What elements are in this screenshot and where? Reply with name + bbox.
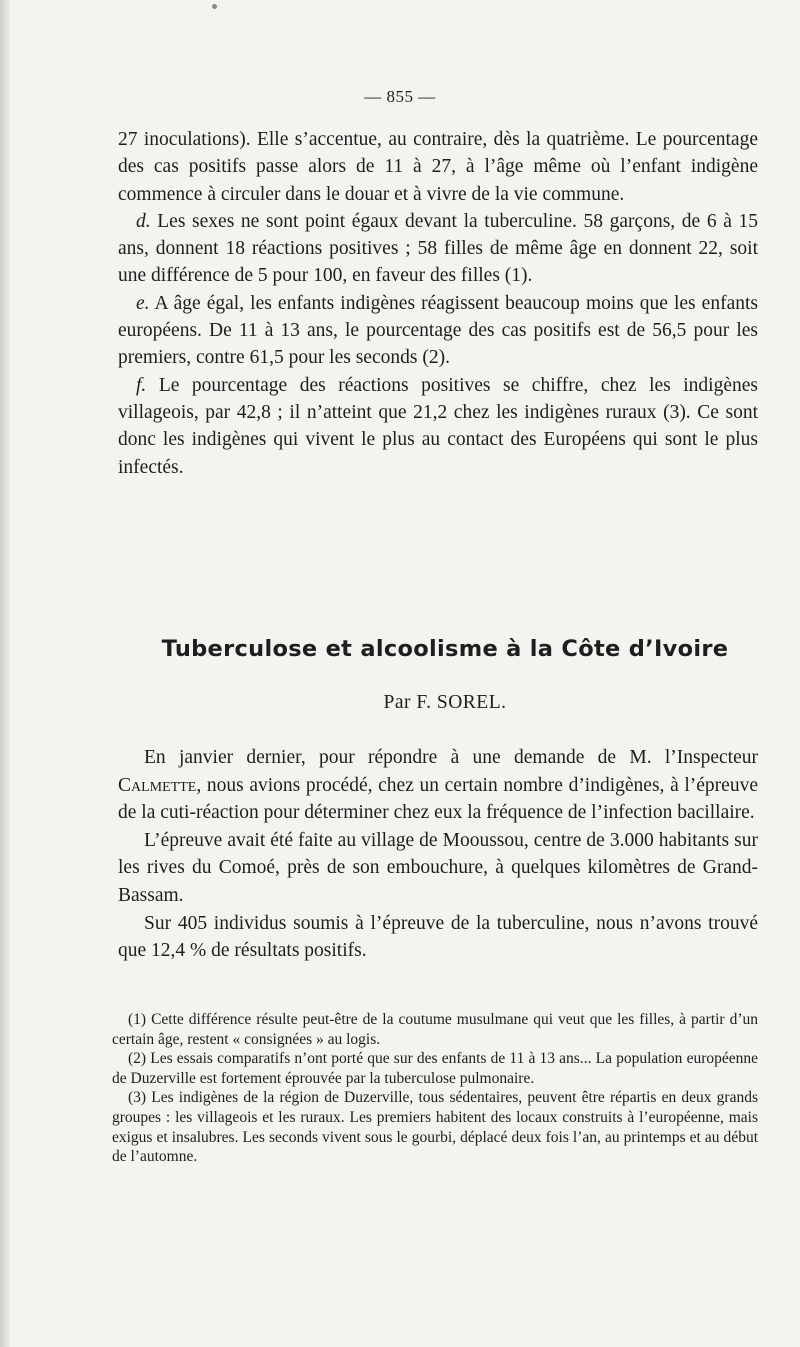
paragraph-text: A âge égal, les enfants indigènes réagissent beaucoup moins que les enfants européens. De 11 à 13 ans, le pourcentage des cas positifs est de 56,5 pour les premiers, contre 61,5 pour les seconds (2). [118,292,758,369]
author-reference: Calmette [118,774,197,796]
footnote-1: (1) Cette différence résulte peut-être de la coutume musulmane qui veut que les filles, à partir d’un certain âge, restent « consignées » au logis. [112,1011,758,1048]
footnote-2: (2) Les essais comparatifs n’ont porté que sur des enfants de 11 à 13 ans... La population européenne de Duzerville est fortement éprouvée par la tuberculose pulmonaire. [112,1050,758,1087]
ink-speck [212,4,217,9]
paragraph-continuation [118,126,758,208]
paragraph-label: f. [136,374,147,396]
page-edge-shadow [0,0,10,1347]
article-paragraph-1 [118,744,758,827]
paragraph-text: Les sexes ne sont point égaux devant la tuberculine. 58 garçons, de 6 à 15 ans, donnent 18 réactions positives ; 58 filles de même âge en donnent 22, soit une différence de 5 pour 100, en faveur des filles (1). [118,210,758,287]
footnotes [112,1010,758,1167]
paragraph-text: , nous avions procédé, chez un certain nombre d’indigènes, à l’épreuve de la cuti-réaction pour déterminer chez eux la fréquence de l’infection bacillaire. [118,774,758,824]
paragraph-text: En janvier dernier, pour répondre à une demande de M. l’Inspecteur [144,747,758,768]
paragraph-text: Le pourcentage des réactions positives se chiffre, chez les indigènes villageois, par 42,8 ; il n’atteint que 21,2 chez les indigènes ruraux (3). Ce sont donc les indigènes qui vivent le plus au contact des Européens qui sont le plus infectés. [118,374,758,478]
paragraph-f [118,372,758,481]
article-paragraph-3: Sur 405 individus soumis à l’épreuve de la tuberculine, nous n’avons trouvé que 12,4 % de résultats positifs. [118,912,758,962]
paragraph-label: e. [136,292,150,314]
paragraph-text: 27 inoculations). Elle s’accentue, au contraire, dès la quatrième. Le pourcentage des cas positifs passe alors de 11 à 27, à l’âge même où l’enfant indigène commence à circuler dans le douar et à vivre de la vie commune. [118,129,758,205]
footnote-3: (3) Les indigènes de la région de Duzerville, tous sédentaires, peuvent être répartis en deux grands groupes : les villageois et les ruraux. Les premiers habitent des locaux construits à l’européenne, mais exigus et insalubres. Les seconds vivent sous le gourbi, déplacé deux fois l’an, au printemps et au début de l’automne. [112,1089,758,1166]
page-number: — 855 — [364,87,436,106]
article-byline: Par F. SOREL. [383,692,507,713]
continued-text-section [118,126,758,481]
paragraph-e [118,290,758,372]
paragraph-label: d. [136,210,151,232]
article-body [118,744,758,965]
article-title: Tuberculose et alcoolisme à la Côte d’Ivoire [161,636,729,662]
article-paragraph-2: L’épreuve avait été faite au village de Mooussou, centre de 3.000 habitants sur les rives du Comoé, près de son embouchure, à quelques kilomètres de Grand-Bassam. [118,829,758,906]
paragraph-d [118,208,758,290]
